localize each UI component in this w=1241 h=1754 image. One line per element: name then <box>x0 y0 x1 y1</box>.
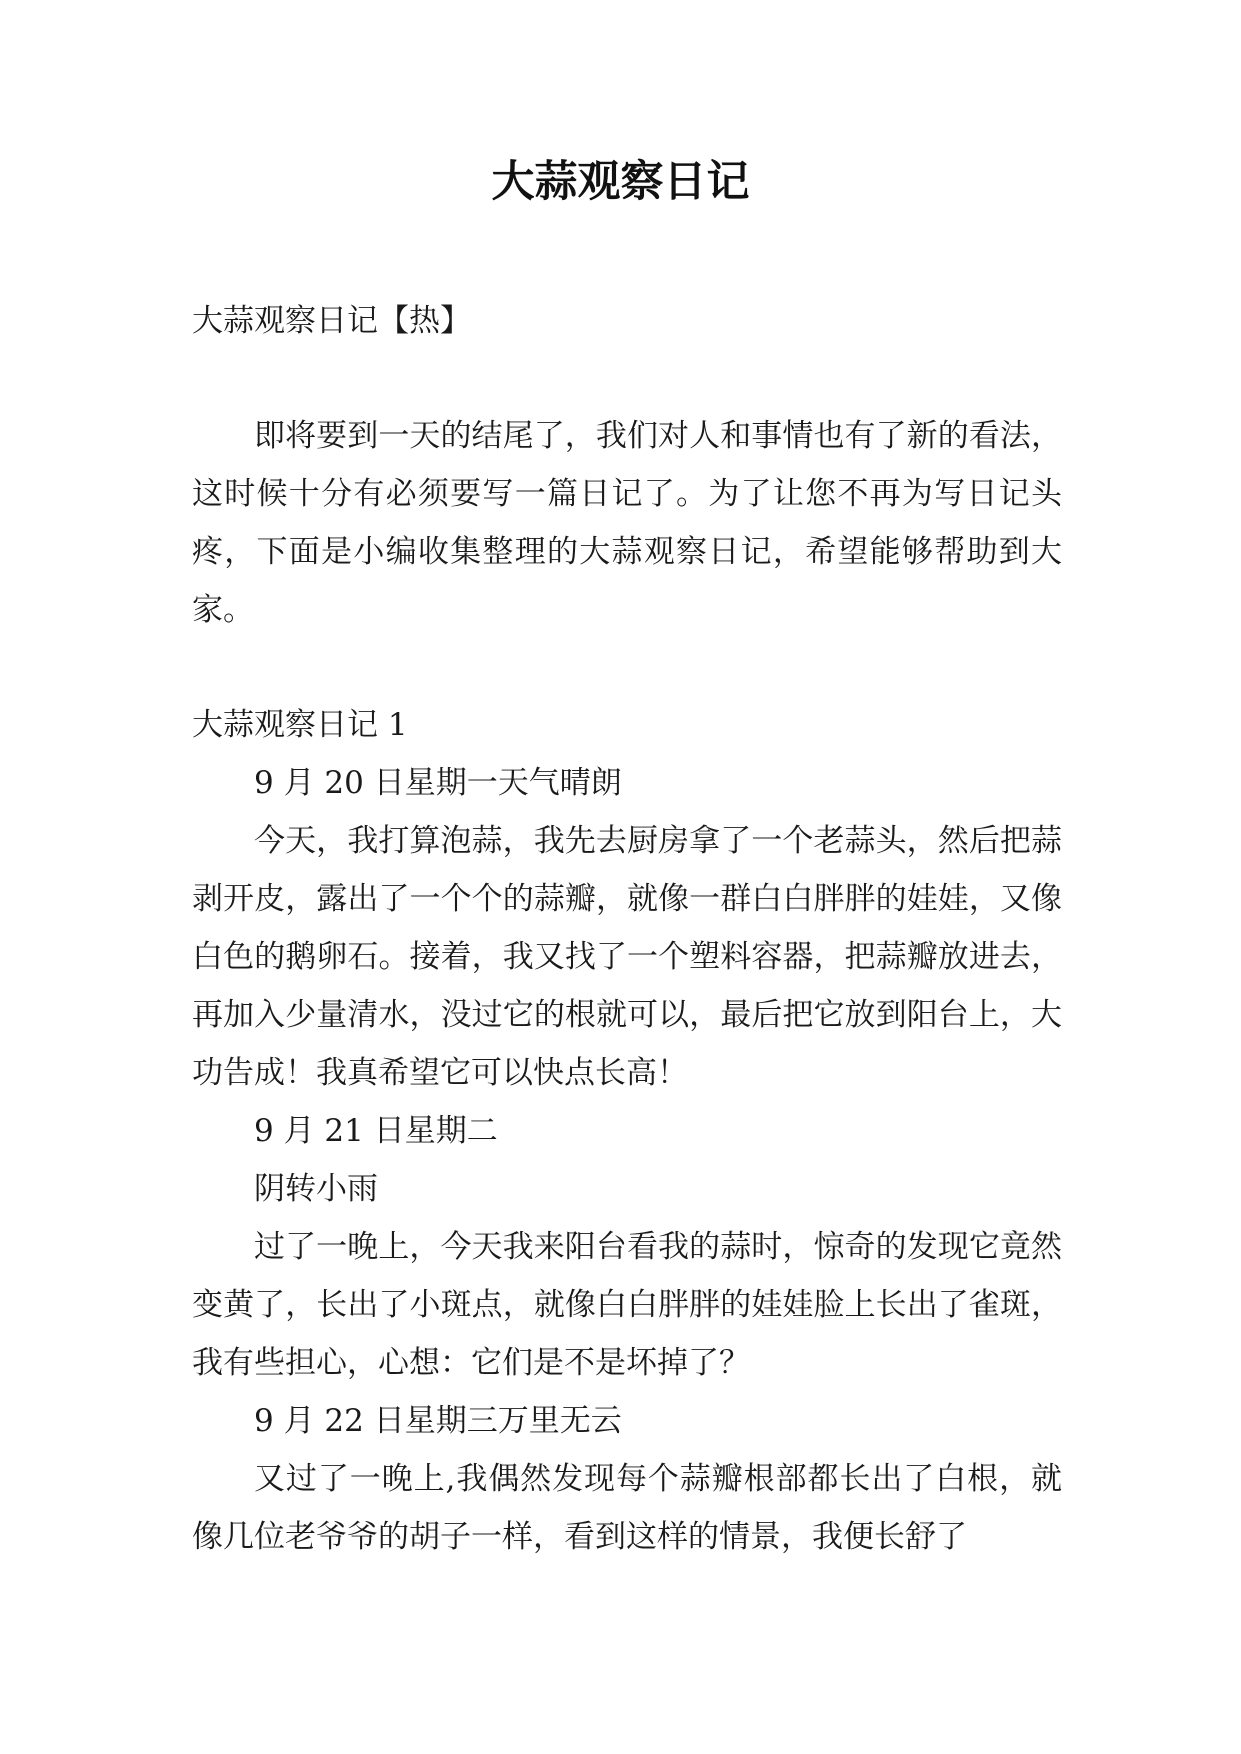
document-subtitle: 大蒜观察日记【热】 <box>192 303 471 339</box>
document-body <box>192 292 1062 1566</box>
entry-paragraph: 今天，我打算泡蒜，我先去厨房拿了一个老蒜头，然后把蒜剥开皮，露出了一个个的蒜瓣，就像一群白白胖胖的娃娃，又像白色的鹅卵石。接着，我又找了一个塑料容器，把蒜瓣放进去，再加入少量清水，没过它的根就可以，最后把它放到阳台上，大功告成！我真希望它可以快点长高！ <box>192 823 1062 1091</box>
entry-weather-line: 阴转小雨 <box>254 1171 378 1207</box>
intro-paragraph: 即将要到一天的结尾了，我们对人和事情也有了新的看法，这时候十分有必须要写一篇日记了。为了让您不再为写日记头疼，下面是小编收集整理的大蒜观察日记，希望能够帮助到大家。 <box>192 418 1062 628</box>
entry-date-line: 9 月 22 日星期三万里无云 <box>254 1403 622 1439</box>
document-title: 大蒜观察日记 <box>491 157 750 207</box>
entry-paragraph: 又过了一晚上,我偶然发现每个蒜瓣根部都长出了白根，就像几位老爷爷的胡子一样，看到这样的情景，我便长舒了 <box>192 1461 1062 1555</box>
entry-paragraph: 过了一晚上，今天我来阳台看我的蒜时，惊奇的发现它竟然变黄了，长出了小斑点，就像白白胖胖的娃娃脸上长出了雀斑，我有些担心，心想：它们是不是坏掉了？ <box>192 1229 1062 1381</box>
entry-date-line: 9 月 20 日星期一天气晴朗 <box>254 765 622 801</box>
section-heading: 大蒜观察日记 1 <box>192 707 408 743</box>
entry-date-line: 9 月 21 日星期二 <box>254 1113 498 1149</box>
